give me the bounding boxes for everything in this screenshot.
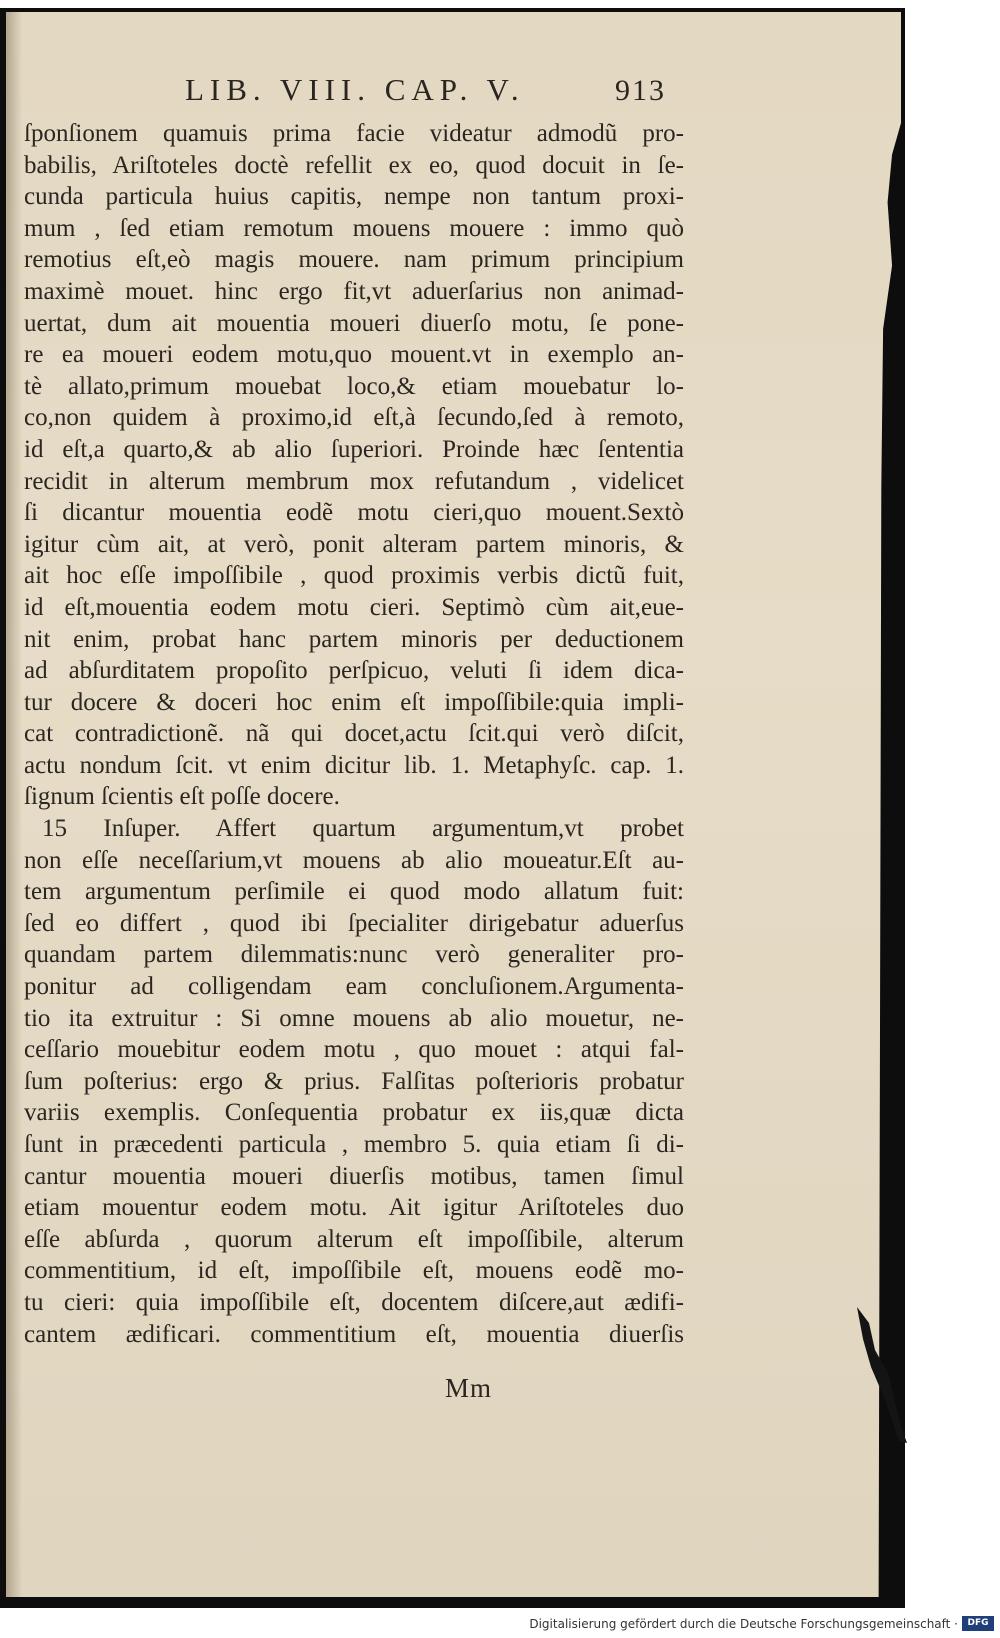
text-line: nit enim, probat hanc partem minoris per deductionem xyxy=(24,625,684,653)
text-line: ceſſario mouebitur eodem motu , quo mouet : atqui fal- xyxy=(24,1036,684,1064)
text-line: re ea moueri eodem motu,quo mouent.vt in exemplo an- xyxy=(24,341,684,369)
text-line: cantur mouentia moueri diuerſis motibus, tamen ſimul xyxy=(24,1162,684,1190)
text-line: non eſſe neceſſarium,vt mouens ab alio moueatur.Eſt au- xyxy=(24,846,684,874)
text-line: ait hoc eſſe impoſſibile , quod proximis verbis dictũ fuit, xyxy=(24,562,684,590)
text-line: ſi dicantur mouentia eodẽ motu cieri,quo mouent.Sextò xyxy=(24,499,684,527)
text-line: igitur cùm ait, at verò, ponit alteram partem minoris, & xyxy=(24,530,684,558)
text-line: tè allato,primum mouebat loco,& etiam mouebatur lo- xyxy=(24,372,684,400)
text-line: commentitium, id eſt, impoſſibile eſt, mouens eodẽ mo- xyxy=(24,1257,684,1285)
text-line: cunda particula huius capitis, nempe non tantum proxi- xyxy=(24,183,684,211)
text-line: tu cieri: quia impoſſibile eſt, docentem diſcere,aut ædifi- xyxy=(24,1288,684,1316)
text-line: uertat, dum ait mouentia moueri diuerſo motu, ſe pone- xyxy=(24,309,684,337)
text-line: recidit in alterum membrum mox refutandum , videlicet xyxy=(24,467,684,495)
text-line: actu nondum ſcit. vt enim dicitur lib. 1. Metaphyſc. cap. 1. xyxy=(24,751,684,779)
text-line: eſſe abſurda , quorum alterum eſt impoſſibile, alterum xyxy=(24,1225,684,1253)
text-line: babilis, Ariſtoteles doctè refellit ex eo, quod docuit in ſe- xyxy=(24,151,684,179)
text-line: mum , ſed etiam remotum mouens mouere : immo quò xyxy=(24,214,684,242)
text-line: cantem ædificari. commentitium eſt, mouentia diuerſis xyxy=(24,1320,684,1348)
text-line: cat contradictionẽ. nã qui docet,actu ſcit.qui verò diſcit, xyxy=(24,720,684,748)
text-line: ſum poſterius: ergo & prius. Falſitas poſterioris probatur xyxy=(24,1067,684,1095)
text-line: ponitur ad colligendam eam concluſionem.Argumenta- xyxy=(24,973,684,1001)
text-line: tem argumentum perſimile ei quod modo allatum fuit: xyxy=(24,878,684,906)
text-line: 15 Inſuper. Affert quartum argumentum,vt probet xyxy=(42,815,684,843)
text-line: variis exemplis. Conſequentia probatur ex iis,quæ dicta xyxy=(24,1099,684,1127)
text-line: quandam partem dilemmatis:nunc verò generaliter pro- xyxy=(24,941,684,969)
text-line: co,non quidem à proximo,id eſt,à ſecundo,ſed à remoto, xyxy=(24,404,684,432)
text-line: remotius eſt,eò magis mouere. nam primum principium xyxy=(24,246,684,274)
page-number: 913 xyxy=(615,74,666,107)
text-line: ſponſionem quamuis prima facie videatur admodũ pro- xyxy=(24,120,684,147)
running-head: LIB. VIII. CAP. V. xyxy=(185,72,525,107)
text-line: tio ita extruitur : Si omne mouens ab alio mouetur, ne- xyxy=(24,1004,684,1032)
text-line: etiam mouentur eodem motu. Ait igitur Ariſtoteles duo xyxy=(24,1194,684,1222)
text-line: ſunt in præcedenti particula , membro 5. quia etiam ſi di- xyxy=(24,1131,684,1158)
torn-edge-mark xyxy=(855,1305,915,1445)
body-text xyxy=(24,118,684,1350)
text-line: ſed eo differt , quod ibi ſpecialiter dirigebatur aduerſus xyxy=(24,909,684,937)
footer-bar xyxy=(0,1612,1000,1638)
signature-mark: Mm xyxy=(445,1373,493,1403)
text-line: tur docere & doceri hoc enim eſt impoſſibile:quia impli- xyxy=(24,688,684,716)
funding-credit: Digitalisierung gefördert durch die Deutsche Forschungsgemeinschaft · xyxy=(529,1617,958,1631)
dfg-logo: DFG xyxy=(962,1616,994,1631)
text-line: id eſt,mouentia eodem motu cieri. Septimò cùm ait,eue- xyxy=(24,593,684,621)
text-line: id eſt,a quarto,& ab alio ſuperiori. Proinde hæc ſententia xyxy=(24,435,684,463)
page-gutter-shadow xyxy=(6,12,22,1597)
page-header xyxy=(0,72,1000,112)
text-line: maximè mouet. hinc ergo fit,vt aduerſarius non animad- xyxy=(24,277,684,305)
text-line: ad abſurditatem propoſito perſpicuo, veluti ſi idem dica- xyxy=(24,657,684,685)
text-line: ſignum ſcientis eſt poſſe docere. xyxy=(24,783,340,811)
